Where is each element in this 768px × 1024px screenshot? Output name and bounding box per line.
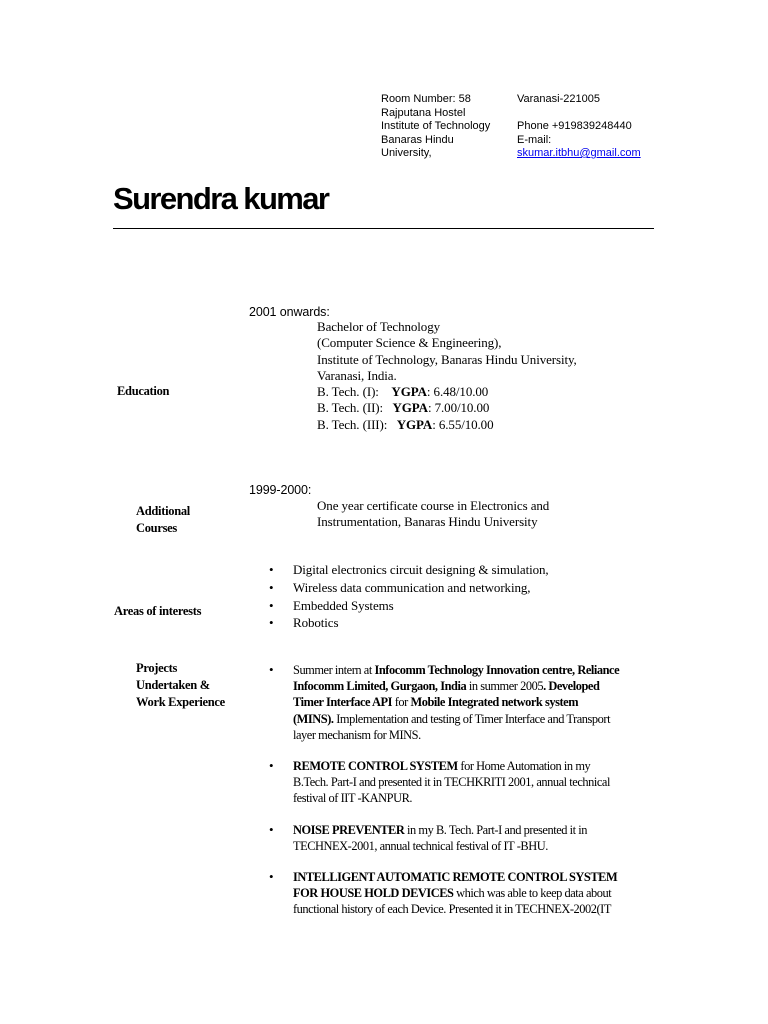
project-item: • INTELLIGENT AUTOMATIC REMOTE CONTROL SYSTEM FOR HOUSE HOLD DEVICES which was able to keep data about functional history of each Device. Presented it in TECHNEX-2002(IT (293, 869, 619, 918)
degree-line: Bachelor of Technology (317, 319, 441, 334)
course-line: One year certificate course in Electronics and (317, 498, 550, 513)
grade-line: B. Tech. (III): YGPA: 6.55/10.00 (317, 416, 494, 432)
education-details (317, 319, 577, 433)
phone-line: Phone +919839248440 (517, 120, 632, 132)
address-block-left (381, 93, 490, 161)
project-item: • NOISE PREVENTER in my B. Tech. Part-I and presented it in TECHNEX-2001, annual technical festival of IT -BHU. (293, 822, 619, 854)
address-line: Room Number: 58 (381, 93, 471, 105)
candidate-name: Surendra kumar (113, 181, 329, 216)
blank-line (517, 107, 641, 121)
city-line: Varanasi-221005 (517, 93, 600, 105)
address-line: University, (381, 147, 432, 159)
list-item: • Embedded Systems (293, 597, 549, 615)
projects-label: Projects Undertaken & Work Experience (136, 661, 225, 709)
degree-line: (Computer Science & Engineering), (317, 335, 502, 351)
interests-label: Areas of interests (114, 604, 202, 618)
address-line: Banaras Hindu (381, 133, 454, 146)
email-label: E-mail: (517, 133, 552, 146)
list-item: • Robotics (293, 614, 549, 632)
interests-list (293, 561, 549, 632)
address-block-right (517, 93, 641, 161)
grade-line: B. Tech. (I): YGPA: 6.48/10.00 (317, 384, 489, 400)
degree-line: Institute of Technology, Banaras Hindu University, (317, 351, 577, 367)
list-item: • Wireless data communication and networking, (293, 579, 549, 597)
additional-period: 1999-2000: (249, 483, 312, 497)
address-line: Institute of Technology (381, 120, 491, 132)
email-link[interactable]: skumar.itbhu@gmail.com (517, 147, 641, 159)
education-label: Education (117, 384, 170, 398)
list-item: • Digital electronics circuit designing & simulation, (293, 561, 549, 579)
course-line: Instrumentation, Banaras Hindu University (317, 514, 538, 530)
grade-line: B. Tech. (II): YGPA: 7.00/10.00 (317, 400, 490, 416)
additional-details (317, 498, 549, 531)
degree-line: Varanasi, India. (317, 367, 397, 383)
education-period: 2001 onwards: (249, 305, 330, 319)
projects-list (293, 662, 619, 933)
project-item: • REMOTE CONTROL SYSTEM for Home Automation in my B.Tech. Part-I and presented it in TECHKRITI 2001, annual technical festival of IIT -KANPUR. (293, 758, 619, 807)
additional-courses-label: Additional Courses (136, 504, 190, 535)
address-line: Rajputana Hostel (381, 106, 466, 119)
project-item: • Summer intern at Infocomm Technology Innovation centre, Reliance Infocomm Limited, Gurgaon, India in summer 2005. Developed Timer Interface API for Mobile Integrated network system (MINS). Implementation and testing of Timer Interface and Transport layer mechanism for MINS. (293, 662, 619, 743)
name-divider (113, 228, 654, 229)
